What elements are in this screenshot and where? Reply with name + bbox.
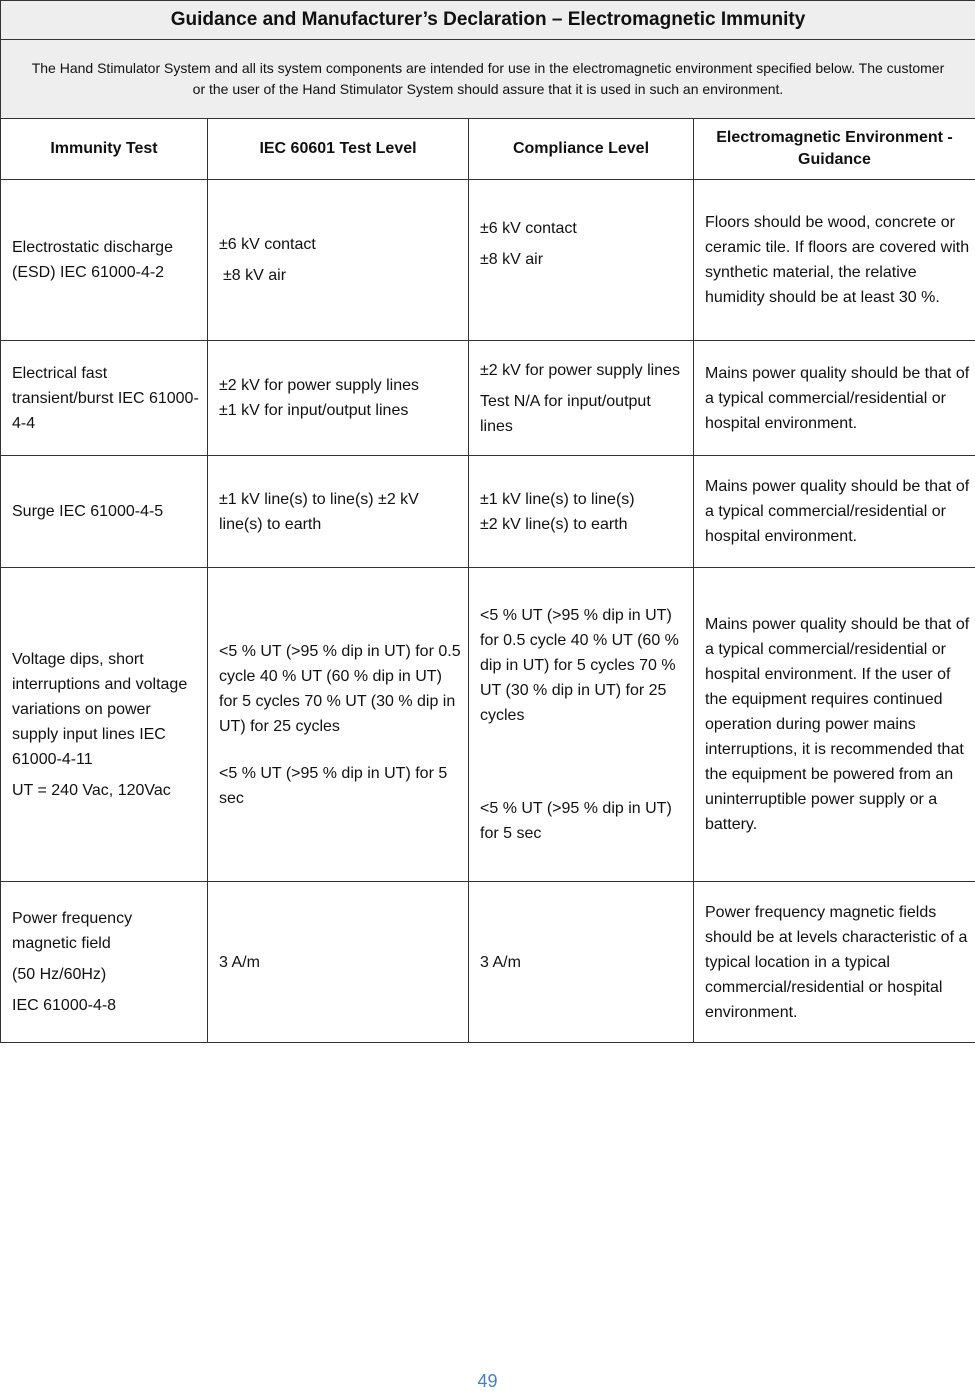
table-row [1, 568, 975, 882]
cell-environment-guidance: Mains power quality should be that of a typical commercial/residential or hospital environment. [694, 341, 975, 456]
compliance-line: <5 % UT (>95 % dip in UT) for 0.5 cycle 40 % UT (60 % dip in UT) for 5 cycles 70 % UT (30 % dip in UT) for 25 cycles [480, 603, 687, 728]
cell-iec-level [208, 456, 469, 568]
table-row [1, 882, 975, 1043]
cell-immunity-test [1, 568, 208, 882]
compliance-line: ±6 kV contact [480, 216, 687, 241]
compliance-line: <5 % UT (>95 % dip in UT) for 5 sec [480, 796, 687, 846]
compliance-line: Test N/A for input/output lines [480, 389, 687, 439]
compliance-line: ±1 kV line(s) to line(s) [480, 487, 687, 512]
header-iec-test-level: IEC 60601 Test Level [208, 119, 469, 180]
table-row [1, 180, 975, 341]
intro-text: The Hand Stimulator System and all its system components are intended for use in the electromagnetic environment specified below. The customer or the user of the Hand Stimulator System should assure that it is used in such an environment. [1, 40, 975, 119]
compliance-line: ±8 kV air [480, 247, 687, 272]
cell-environment-guidance: Power frequency magnetic fields should be at levels characteristic of a typical location in a typical commercial/residential or hospital environment. [694, 882, 975, 1043]
test-name: IEC 61000-4-8 [12, 993, 201, 1018]
compliance-line: ±2 kV for power supply lines [480, 358, 687, 383]
cell-compliance-level [469, 456, 694, 568]
cell-environment-guidance: Mains power quality should be that of a typical commercial/residential or hospital environment. If the user of the equipment requires continued operation during power mains interruptions, it is recommended that the equipment be powered from an uninterruptible power supply or a battery. [694, 568, 975, 882]
cell-iec-level [208, 341, 469, 456]
compliance-line: 3 A/m [480, 950, 687, 975]
compliance-line: ±2 kV line(s) to earth [480, 512, 687, 537]
iec-level-line: ±2 kV for power supply lines [219, 373, 462, 398]
test-name: Voltage dips, short interruptions and voltage variations on power supply input lines IEC 61000-4-11 [12, 647, 201, 772]
iec-level-line: ±1 kV line(s) to line(s) ±2 kV line(s) to earth [219, 487, 462, 537]
iec-level-line: ±1 kV for input/output lines [219, 398, 462, 423]
iec-level-line: <5 % UT (>95 % dip in UT) for 5 sec [219, 761, 462, 811]
header-compliance-level: Compliance Level [469, 119, 694, 180]
table-row [1, 341, 975, 456]
test-name: Electrostatic discharge (ESD) IEC 61000-4-2 [12, 235, 201, 285]
cell-iec-level [208, 568, 469, 882]
table-title: Guidance and Manufacturer’s Declaration – Electromagnetic Immunity [1, 1, 975, 40]
page-number: 49 [0, 1371, 975, 1392]
test-name: Surge IEC 61000-4-5 [12, 499, 201, 524]
cell-compliance-level [469, 341, 694, 456]
iec-level-line: 3 A/m [219, 950, 462, 975]
test-note: UT = 240 Vac, 120Vac [12, 778, 201, 803]
cell-iec-level [208, 882, 469, 1043]
cell-immunity-test [1, 180, 208, 341]
cell-immunity-test [1, 882, 208, 1043]
iec-level-line: ±6 kV contact [219, 232, 462, 257]
table-row [1, 456, 975, 568]
cell-immunity-test [1, 341, 208, 456]
header-immunity-test: Immunity Test [1, 119, 208, 180]
header-environment-guidance: Electromagnetic Environment - Guidance [694, 119, 975, 180]
cell-environment-guidance: Mains power quality should be that of a typical commercial/residential or hospital environment. [694, 456, 975, 568]
cell-compliance-level [469, 180, 694, 341]
cell-compliance-level [469, 882, 694, 1043]
iec-level-line: ±8 kV air [219, 263, 462, 288]
test-name: (50 Hz/60Hz) [12, 962, 201, 987]
test-name: Power frequency magnetic field [12, 906, 201, 956]
cell-compliance-level [469, 568, 694, 882]
cell-immunity-test [1, 456, 208, 568]
cell-iec-level [208, 180, 469, 341]
cell-environment-guidance: Floors should be wood, concrete or ceramic tile. If floors are covered with synthetic material, the relative humidity should be at least 30 %. [694, 180, 975, 341]
iec-level-line: <5 % UT (>95 % dip in UT) for 0.5 cycle 40 % UT (60 % dip in UT) for 5 cycles 70 % UT (30 % dip in UT) for 25 cycles [219, 639, 462, 739]
test-name: Electrical fast transient/burst IEC 61000-4-4 [12, 361, 201, 436]
